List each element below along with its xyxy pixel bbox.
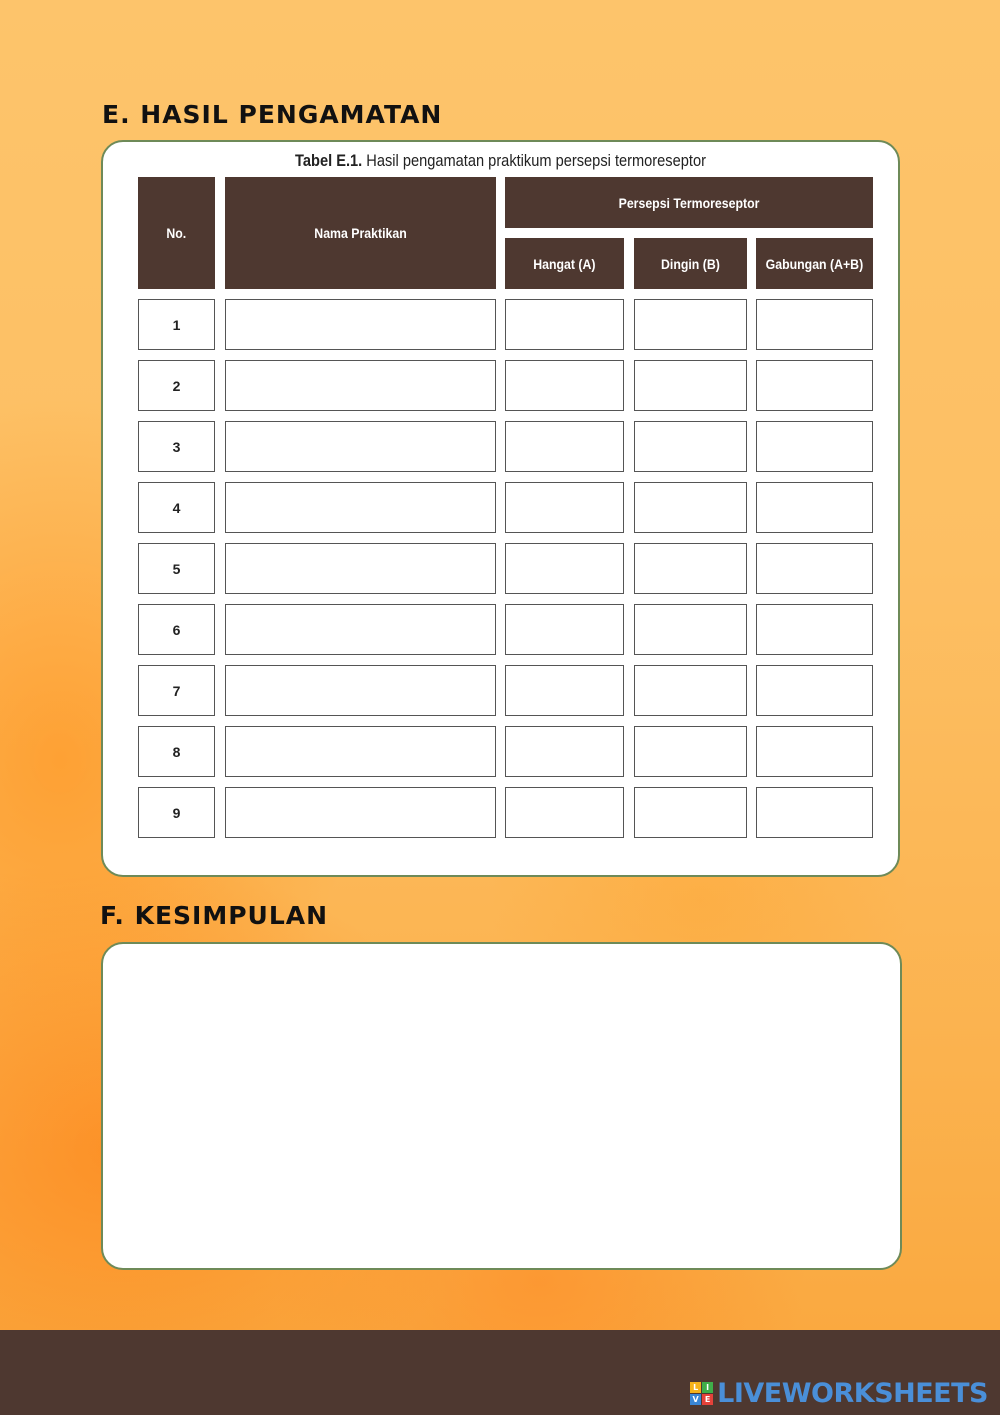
- cell-hangat[interactable]: [505, 360, 624, 411]
- table-caption: [159, 151, 843, 171]
- cell-nama[interactable]: [225, 787, 496, 838]
- cell-nama[interactable]: [225, 604, 496, 655]
- cell-nama[interactable]: [225, 665, 496, 716]
- liveworksheets-logo[interactable]: [690, 1378, 988, 1409]
- liveworksheets-logo-icon: L I V E: [690, 1382, 713, 1405]
- section-title-kesimpulan: F. KESIMPULAN: [100, 901, 329, 930]
- cell-nama[interactable]: [225, 360, 496, 411]
- cell-gabungan[interactable]: [756, 604, 873, 655]
- cell-no: 4: [138, 482, 215, 533]
- cell-dingin[interactable]: [634, 360, 747, 411]
- cell-hangat[interactable]: [505, 665, 624, 716]
- cell-no: 2: [138, 360, 215, 411]
- cell-dingin[interactable]: [634, 726, 747, 777]
- header-persepsi-termoreseptor: Persepsi Termoreseptor: [505, 177, 873, 228]
- cell-dingin[interactable]: [634, 482, 747, 533]
- cell-hangat[interactable]: [505, 604, 624, 655]
- cell-gabungan[interactable]: [756, 299, 873, 350]
- header-nama-praktikan: Nama Praktikan: [225, 177, 496, 289]
- kesimpulan-answer-box[interactable]: [101, 942, 902, 1270]
- cell-gabungan[interactable]: [756, 543, 873, 594]
- cell-nama[interactable]: [225, 482, 496, 533]
- cell-no: 6: [138, 604, 215, 655]
- cell-dingin[interactable]: [634, 543, 747, 594]
- cell-dingin[interactable]: [634, 299, 747, 350]
- header-dingin: Dingin (B): [634, 238, 747, 289]
- cell-gabungan[interactable]: [756, 665, 873, 716]
- cell-no: 9: [138, 787, 215, 838]
- cell-hangat[interactable]: [505, 482, 624, 533]
- cell-no: 7: [138, 665, 215, 716]
- cell-no: 5: [138, 543, 215, 594]
- cell-no: 3: [138, 421, 215, 472]
- liveworksheets-logo-text: LIVEWORKSHEETS: [717, 1378, 988, 1409]
- header-hangat: Hangat (A): [505, 238, 624, 289]
- table-caption-text: Hasil pengamatan praktikum persepsi termoreseptor: [362, 151, 706, 170]
- cell-nama[interactable]: [225, 299, 496, 350]
- cell-hangat[interactable]: [505, 787, 624, 838]
- cell-hangat[interactable]: [505, 299, 624, 350]
- cell-gabungan[interactable]: [756, 726, 873, 777]
- cell-dingin[interactable]: [634, 665, 747, 716]
- cell-hangat[interactable]: [505, 726, 624, 777]
- cell-dingin[interactable]: [634, 421, 747, 472]
- cell-gabungan[interactable]: [756, 482, 873, 533]
- table-caption-label: Tabel E.1.: [295, 151, 363, 170]
- cell-dingin[interactable]: [634, 604, 747, 655]
- cell-nama[interactable]: [225, 421, 496, 472]
- observation-table-card: [101, 140, 900, 877]
- cell-hangat[interactable]: [505, 543, 624, 594]
- cell-gabungan[interactable]: [756, 421, 873, 472]
- section-title-hasil-pengamatan: E. HASIL PENGAMATAN: [102, 100, 443, 129]
- header-no: No.: [138, 177, 215, 289]
- cell-dingin[interactable]: [634, 787, 747, 838]
- cell-gabungan[interactable]: [756, 787, 873, 838]
- header-gabungan: Gabungan (A+B): [756, 238, 873, 289]
- cell-no: 1: [138, 299, 215, 350]
- cell-nama[interactable]: [225, 543, 496, 594]
- cell-nama[interactable]: [225, 726, 496, 777]
- cell-gabungan[interactable]: [756, 360, 873, 411]
- cell-no: 8: [138, 726, 215, 777]
- cell-hangat[interactable]: [505, 421, 624, 472]
